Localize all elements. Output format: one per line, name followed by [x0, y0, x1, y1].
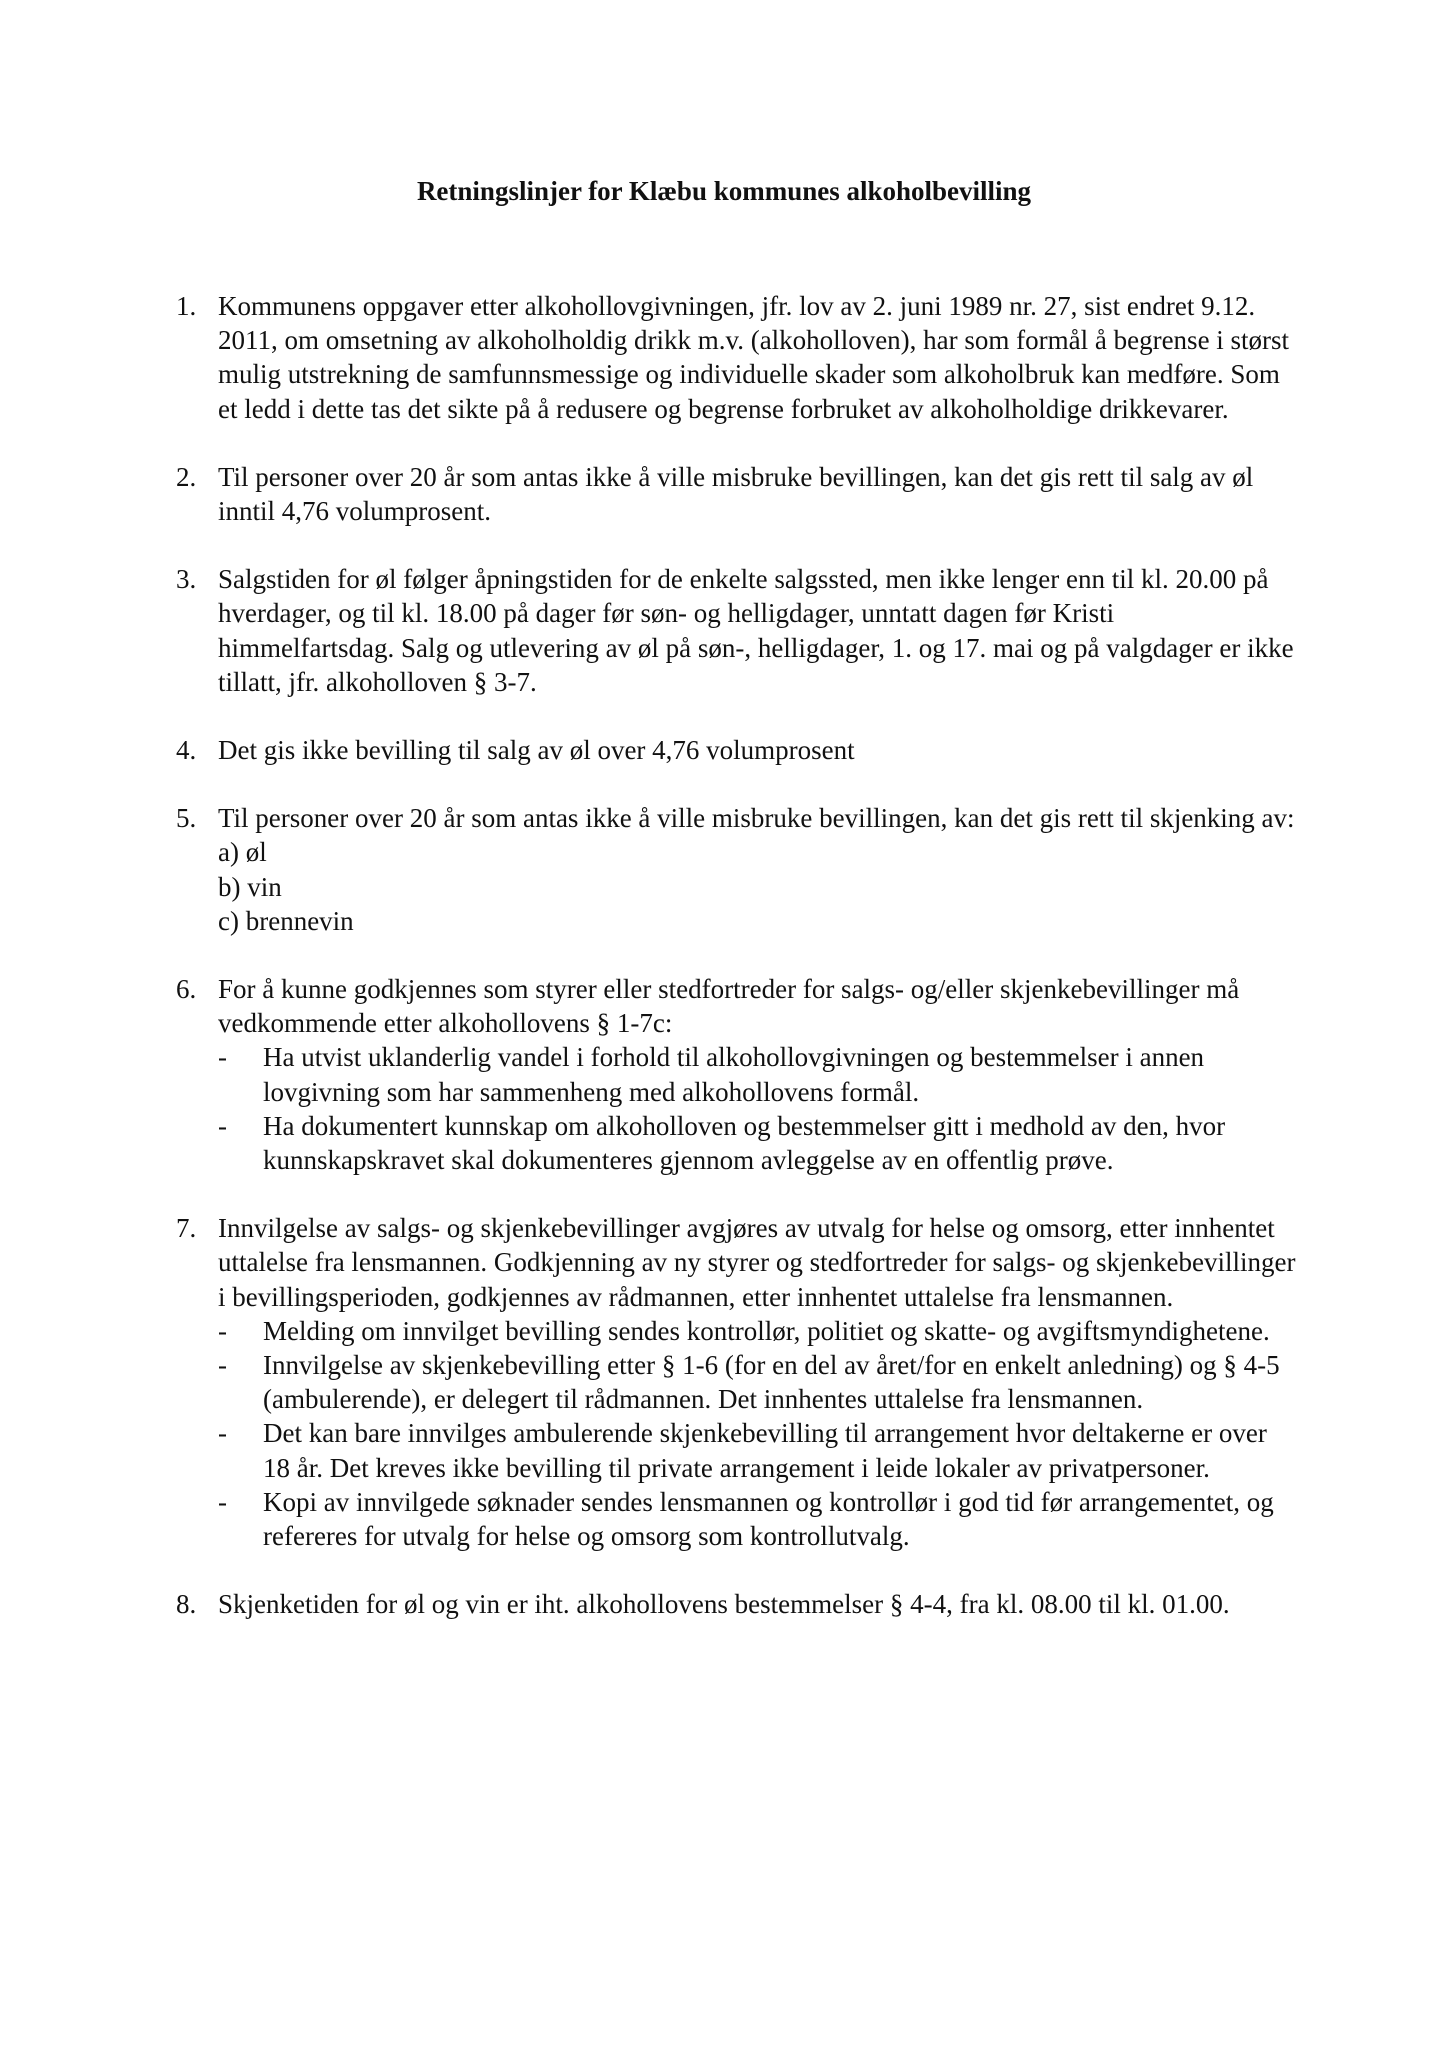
item-text: Til personer over 20 år som antas ikke å ville misbruke bevillingen, kan det gis rett til salg av øl inntil 4,76 volumprosent. [218, 461, 1254, 527]
dash-bullet: - [218, 1042, 227, 1073]
item-number: 1. [176, 291, 197, 321]
bullet-list [218, 1314, 1296, 1553]
guideline-item-4 [176, 733, 1296, 767]
dash-bullet: - [218, 1315, 227, 1346]
guideline-item-1 [176, 289, 1296, 426]
guideline-list [176, 289, 1296, 1622]
bullet-item [218, 1348, 1296, 1416]
bullet-item [218, 1314, 1296, 1348]
bullet-text: Kopi av innvilgede søknader sendes lensmannen og kontrollør i god tid før arrangementet, og refereres for utvalg for helse og omsorg som kontrollutvalg. [263, 1486, 1274, 1552]
item-text: For å kunne godkjennes som styrer eller stedfortreder for salgs- og/eller skjenkebevillinger må vedkommende etter alkohollovens § 1-7c: [218, 974, 1240, 1039]
bullet-text: Ha utvist uklanderlig vandel i forhold til alkohollovgivningen og bestemmelser i annen lovgivning som har sammenheng med alkohollovens formål. [263, 1042, 1205, 1107]
item-number: 2. [176, 461, 197, 492]
item-number: 4. [176, 735, 197, 766]
bullet-text: Melding om innvilget bevilling sendes kontrollør, politiet og skatte- og avgiftsmyndighetene. [263, 1315, 1270, 1346]
option-a: a) øl [218, 837, 267, 868]
item-number: 6. [176, 974, 197, 1005]
item-text: Kommunens oppgaver etter alkohollovgivningen, jfr. lov av 2. juni 1989 nr. 27, sist endret 9.12. 2011, om omsetning av alkoholholdig drikk m.v. (alkoholloven), har som formål å begrense i størst mulig utstrekning de samfunnsmessige og individuelle skader som alkoholbruk kan medføre. Som et ledd i dette tas det sikte på å redusere og begrense forbruket av alkoholholdige drikkevarer. [218, 291, 1290, 424]
guideline-item-3 [176, 562, 1296, 699]
option-b: b) vin [218, 871, 282, 902]
item-number: 3. [176, 564, 197, 595]
bullet-list [218, 1040, 1296, 1177]
dash-bullet: - [218, 1110, 227, 1141]
dash-bullet: - [218, 1350, 227, 1381]
guideline-item-5 [176, 801, 1296, 938]
guideline-item-2 [176, 460, 1296, 528]
bullet-item [218, 1109, 1296, 1177]
bullet-item [218, 1040, 1296, 1108]
dash-bullet: - [218, 1418, 227, 1449]
option-c: c) brennevin [218, 905, 354, 936]
bullet-item [218, 1485, 1296, 1553]
item-text: Det gis ikke bevilling til salg av øl over 4,76 volumprosent [218, 735, 855, 766]
guideline-item-6 [176, 972, 1296, 1177]
item-text: Innvilgelse av salgs- og skjenkebevillinger avgjøres av utvalg for helse og omsorg, etter innhentet uttalelse fra lensmannen. Godkjenning av ny styrer og stedfortreder for salgs- og skjenkebevillinger i bevillingsperioden, godkjennes av rådmannen, etter innhentet uttalelse fra lensmannen. [218, 1213, 1296, 1312]
document-title: Retningslinjer for Klæbu kommunes alkoholbevilling [416, 176, 1032, 206]
item-number: 5. [176, 803, 197, 834]
bullet-text: Innvilgelse av skjenkebevilling etter § 1-6 (for en del av året/for en enkelt anledning) og § 4-5 (ambulerende), er delegert til rådmannen. Det innhentes uttalelse fra lensmannen. [263, 1350, 1280, 1415]
item-number: 8. [176, 1589, 197, 1620]
dash-bullet: - [218, 1486, 227, 1517]
guideline-item-7 [176, 1211, 1296, 1553]
item-number: 7. [176, 1213, 197, 1244]
bullet-text: Ha dokumentert kunnskap om alkoholloven og bestemmelser gitt i medhold av den, hvor kunnskapskravet skal dokumenteres gjennom avleggelse av en offentlig prøve. [263, 1110, 1226, 1176]
bullet-item [218, 1416, 1296, 1484]
item-text: Skjenketiden for øl og vin er iht. alkohollovens bestemmelser § 4-4, fra kl. 08.00 til kl. 01.00. [218, 1589, 1230, 1620]
bullet-text: Det kan bare innvilges ambulerende skjenkebevilling til arrangement hvor deltakerne er over 18 år. Det kreves ikke bevilling til private arrangement i leide lokaler av privatpersoner. [263, 1418, 1267, 1483]
item-text: Salgstiden for øl følger åpningstiden for de enkelte salgssted, men ikke lenger enn til kl. 20.00 på hverdager, og til kl. 18.00 på dager før søn- og helligdager, unntatt dagen før Kristi himmelfartsdag. Salg og utlevering av øl på søn-, helligdager, 1. og 17. mai og på valgdager er ikke tillatt, jfr. alkoholloven § 3-7. [218, 564, 1294, 697]
guideline-item-8 [176, 1587, 1296, 1621]
item-text: Til personer over 20 år som antas ikke å ville misbruke bevillingen, kan det gis rett til skjenking av: [218, 803, 1295, 834]
